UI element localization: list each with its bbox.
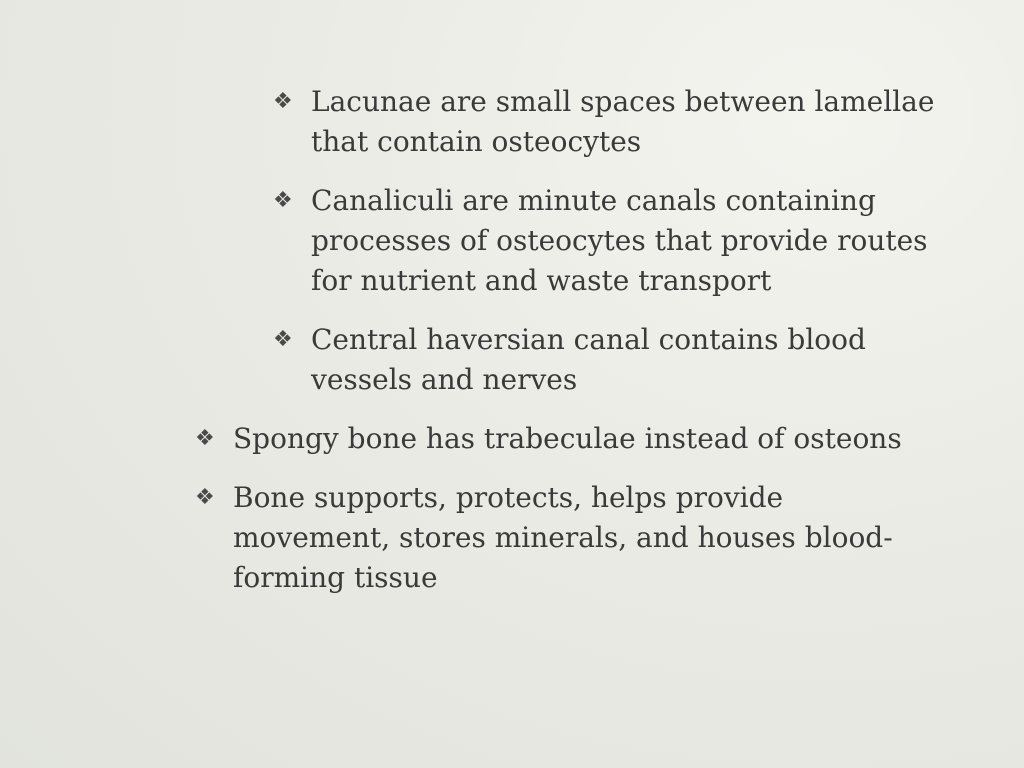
diamond-bullet-icon: ❖ <box>273 327 293 352</box>
diamond-bullet-icon: ❖ <box>195 426 215 451</box>
bullet-item <box>273 82 951 162</box>
bullet-item <box>195 419 933 459</box>
bullet-text: Lacunae are small spaces between lamellae that contain osteocytes <box>311 85 935 158</box>
diamond-bullet-icon: ❖ <box>195 485 215 510</box>
bullet-text: Central haversian canal contains blood vessels and nerves <box>311 323 866 396</box>
diamond-bullet-icon: ❖ <box>273 89 293 114</box>
diamond-bullet-icon: ❖ <box>273 188 293 213</box>
bullet-item <box>273 181 951 301</box>
bullet-list <box>195 82 955 617</box>
bullet-item <box>195 478 933 598</box>
bullet-text: Bone supports, protects, helps provide movement, stores minerals, and houses blood-forming tissue <box>233 481 893 594</box>
bullet-text: Spongy bone has trabeculae instead of osteons <box>233 422 902 455</box>
bullet-text: Canaliculi are minute canals containing processes of osteocytes that provide routes for nutrient and waste transport <box>311 184 928 297</box>
bullet-item <box>273 320 951 400</box>
